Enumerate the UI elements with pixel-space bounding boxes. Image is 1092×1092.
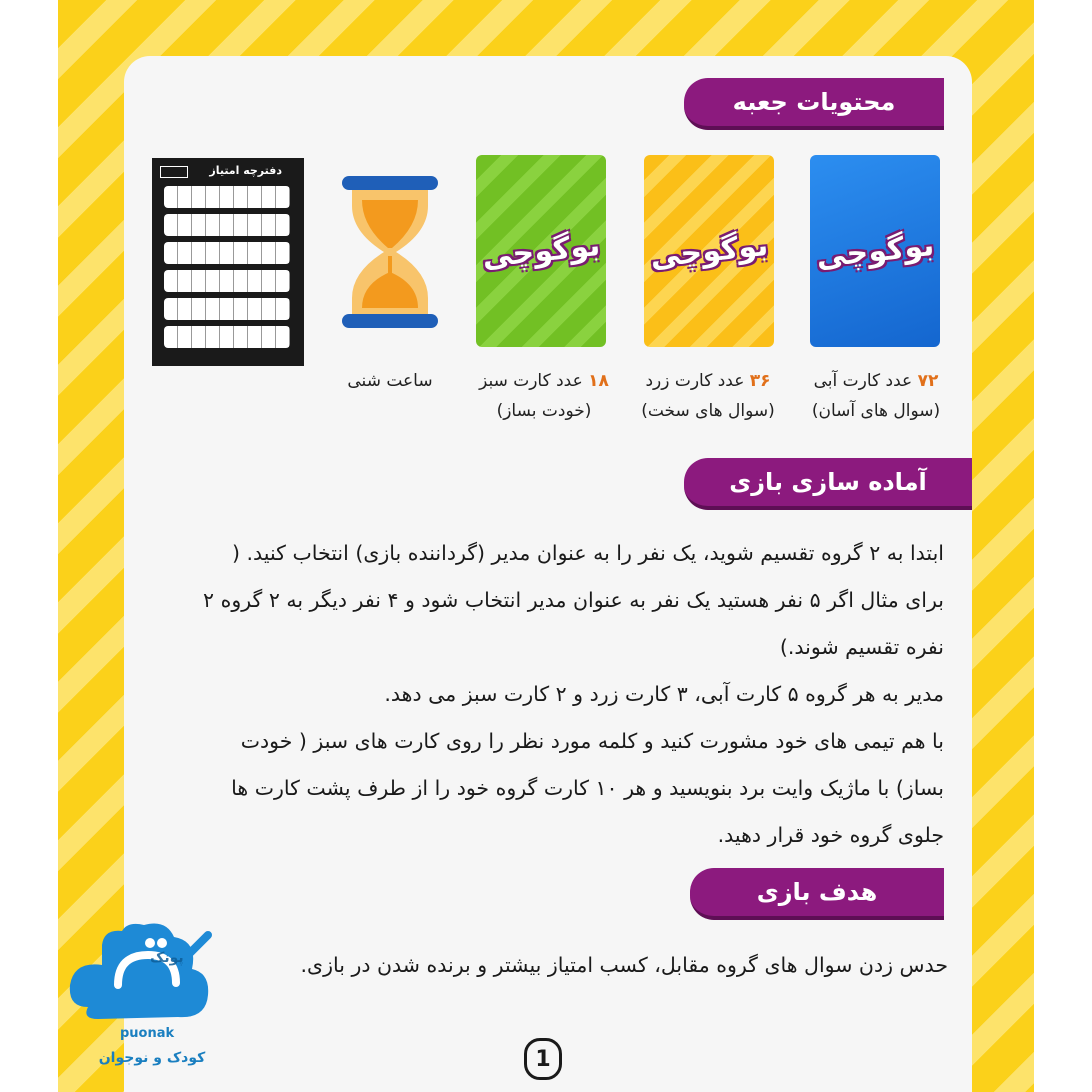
setup-section-title	[684, 458, 972, 510]
scorebook-badge	[160, 166, 188, 178]
blue-card-count: ۷۲	[917, 371, 939, 391]
blue-card-label: عدد کارت آبی	[813, 371, 913, 391]
blue-card-caption	[796, 366, 956, 426]
yellow-card-note: (سوال های سخت)	[641, 401, 775, 421]
yellow-card-count: ۳۶	[749, 371, 771, 391]
hourglass-caption	[320, 366, 460, 396]
green-card-note: (خودت بساز)	[496, 401, 592, 421]
goal-section-title	[690, 868, 944, 920]
scorebook-image	[152, 158, 304, 366]
green-card-image	[476, 155, 606, 347]
goal-title-text: هدف بازی	[756, 878, 878, 906]
setup-paragraph: ابتدا به ۲ گروه تقسیم شوید، یک نفر را به عنوان مدیر (گرداننده بازی) انتخاب کنید. ( برای مثال اگر ۵ نفر هستید یک نفر به عنوان مدیر انتخاب شود و ۴ نفر دیگر به ۲ گروه ۲ نفره تقسیم شوند.)	[203, 541, 944, 659]
brand-name: پونک	[150, 950, 184, 966]
setup-paragraph: با هم تیمی های خود مشورت کنید و کلمه مورد نظر را روی کارت های سبز ( خودت بساز) با ماژیک وایت برد بنویسید و هر ۱۰ کارت گروه خود را از طرف پشت کارت ها جلوی گروه خود قرار دهید.	[231, 729, 944, 847]
goal-text: حدس زدن سوال های گروه مقابل، کسب امتیاز بیشتر و برنده شدن در بازی.	[300, 953, 948, 977]
blue-card-image	[810, 155, 940, 347]
setup-instructions	[196, 530, 944, 859]
green-card-caption	[464, 366, 624, 426]
hourglass-label: ساعت شنی	[347, 371, 433, 391]
card-logo: بوگوچی	[480, 227, 602, 275]
green-card-label: عدد کارت سبز	[479, 371, 583, 391]
contents-title-text: محتویات جعبه	[732, 88, 896, 116]
hourglass-icon	[340, 176, 440, 328]
brand-latin-name: puonak	[120, 1026, 175, 1041]
contents-section-title	[684, 78, 944, 130]
yellow-card-label: عدد کارت زرد	[645, 371, 745, 391]
scorebook-title: دفترچه امتیاز	[209, 164, 282, 177]
green-card-count: ۱۸	[588, 371, 609, 391]
page-number: 1	[524, 1038, 562, 1080]
card-logo: بوگوچی	[814, 227, 936, 275]
scorebook-rows	[164, 186, 290, 354]
yellow-card-caption	[628, 366, 788, 426]
brand-subtitle: کودک و نوجوان	[98, 1050, 206, 1066]
blue-card-note: (سوال های آسان)	[811, 401, 941, 421]
yellow-card-image	[644, 155, 774, 347]
card-logo: بوگوچی	[648, 227, 770, 275]
setup-paragraph: مدیر به هر گروه ۵ کارت آبی، ۳ کارت زرد و ۲ کارت سبز می دهد.	[384, 682, 944, 706]
setup-title-text: آماده سازی بازی	[729, 468, 927, 496]
